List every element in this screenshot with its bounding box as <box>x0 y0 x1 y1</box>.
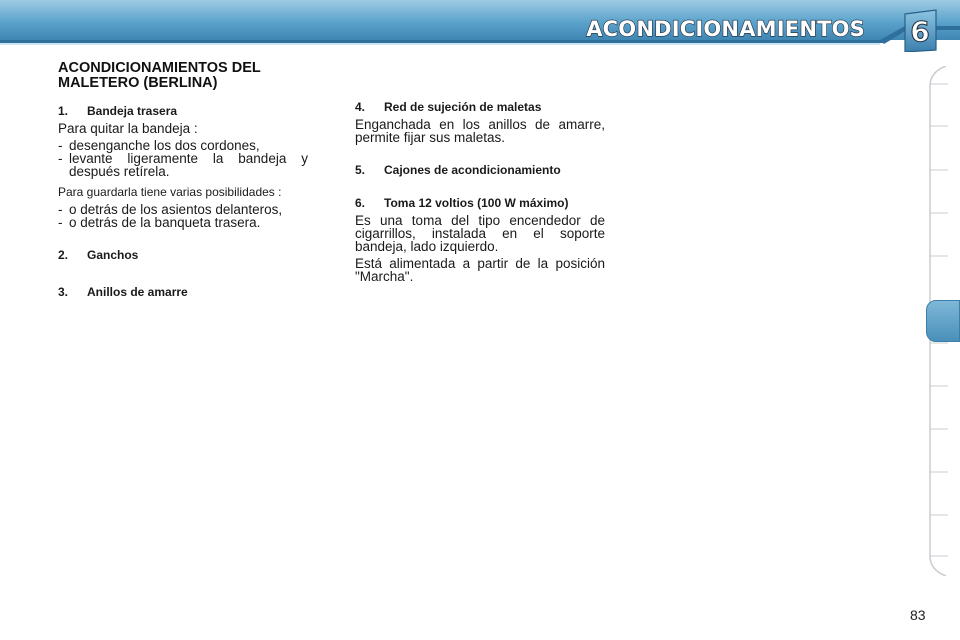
list-item: - o detrás de la banqueta trasera. <box>58 215 261 230</box>
page-number: 83 <box>910 607 926 623</box>
active-chapter-tab[interactable] <box>926 300 960 342</box>
item-6-text-2: Está alimentada a partir de la posición "Marcha". <box>355 256 605 284</box>
middle-column <box>355 101 605 287</box>
item-2-heading: 2. Ganchos <box>58 248 139 262</box>
chapter-title: ACONDICIONAMIENTOS <box>586 17 865 41</box>
item-5-heading: 5. Cajones de acondicionamiento <box>355 163 561 177</box>
item-4-heading: 4. Red de sujeción de maletas <box>355 100 542 114</box>
item-4-text: Enganchada en los anillos de amarre, permite fijar sus maletas. <box>355 117 605 145</box>
list-item: - levante ligeramente la bandeja y después retírela. <box>58 151 308 179</box>
chapter-number-badge: 6 <box>910 14 930 48</box>
list-item: - o detrás de los asientos delanteros, <box>58 202 283 217</box>
item-1-store-intro: Para guardarla tiene varias posibilidades : <box>58 185 282 199</box>
item-3-heading: 3. Anillos de amarre <box>58 285 188 299</box>
item-6-text: Es una toma del tipo encendedor de cigarrillos, instalada en el soporte bandeja, lado izquierdo. <box>355 213 605 254</box>
list-item: - desenganche los dos cordones, <box>58 138 260 153</box>
chapter-header <box>0 0 960 52</box>
section-title: ACONDICIONAMIENTOS DEL MALETERO (BERLINA) <box>58 60 261 91</box>
item-1-heading: 1. Bandeja trasera <box>58 104 178 118</box>
item-1-intro: Para quitar la bandeja : <box>58 121 198 136</box>
item-6-heading: 6. Toma 12 voltios (100 W máximo) <box>355 196 569 210</box>
left-column <box>58 61 308 303</box>
